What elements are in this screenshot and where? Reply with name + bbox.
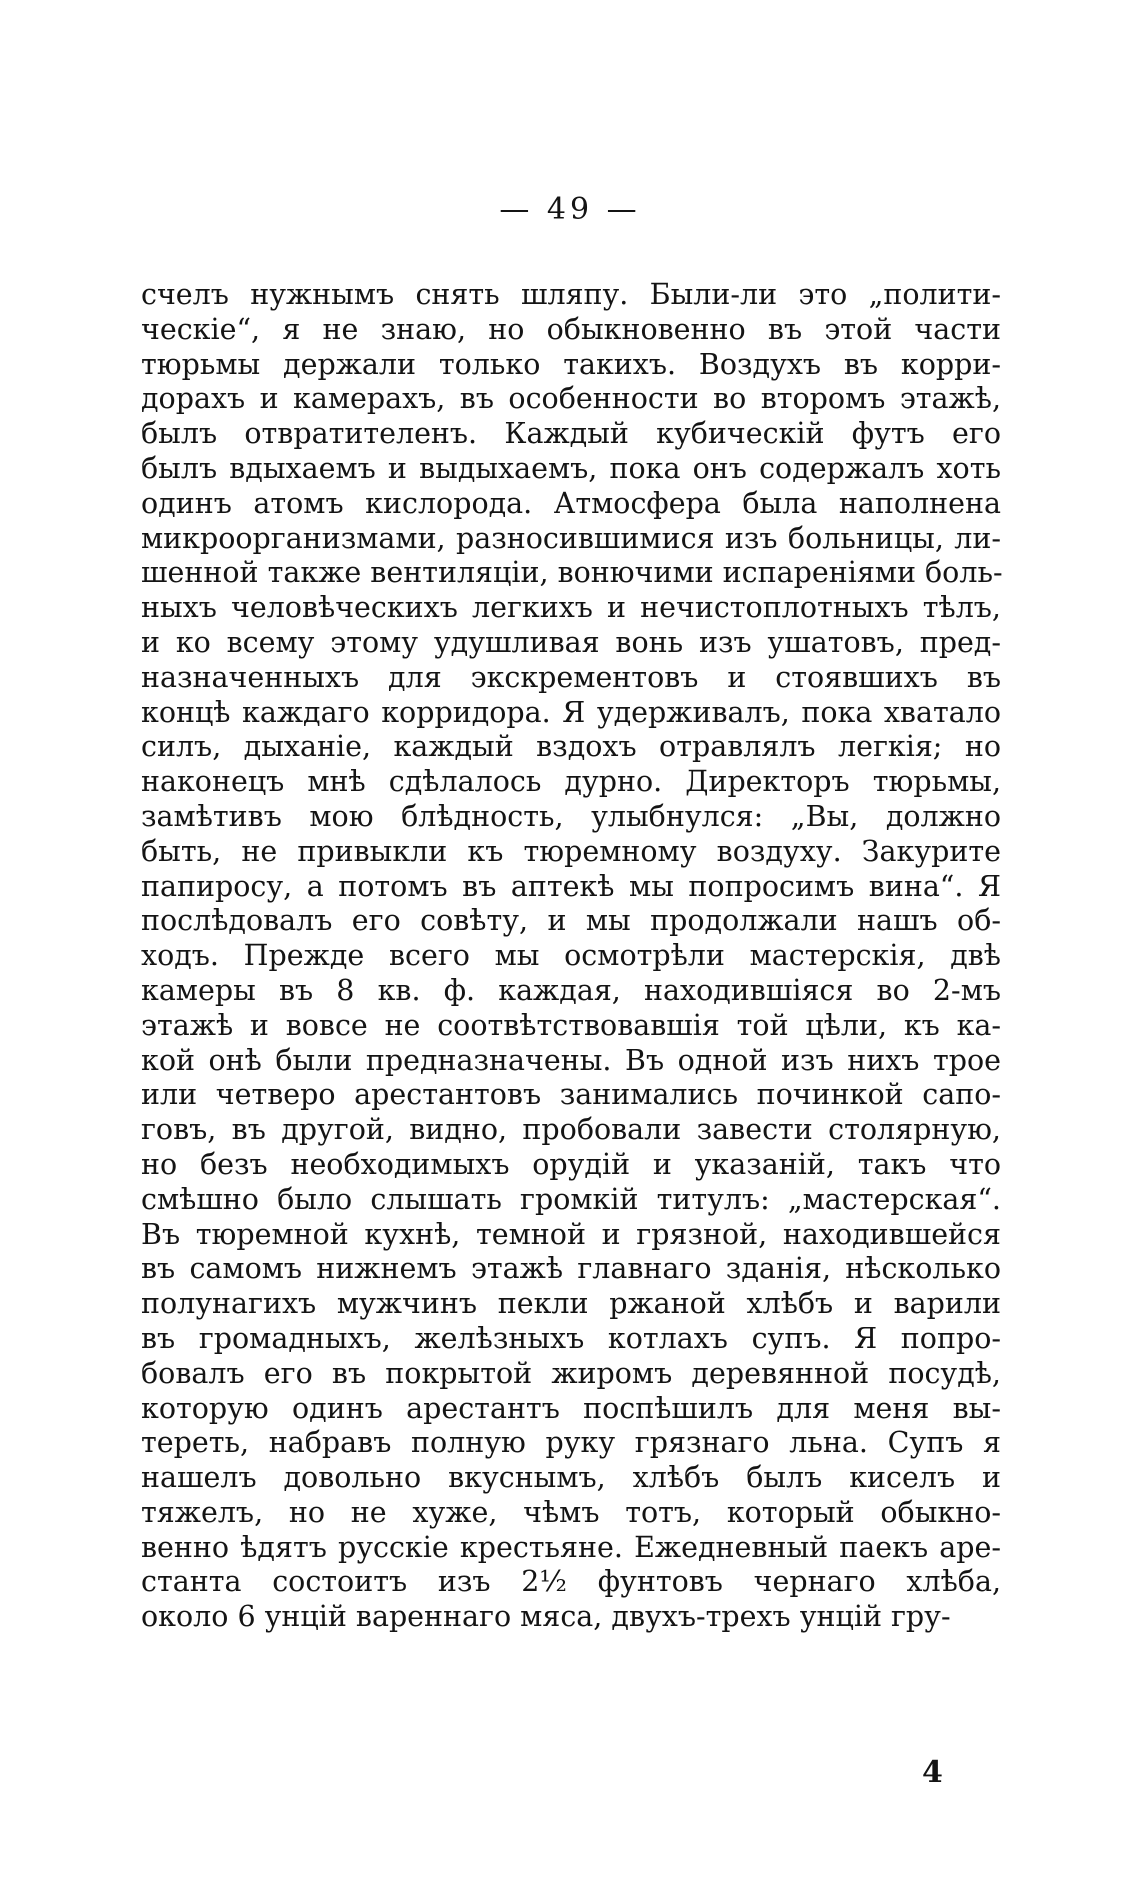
- text-line: микроорганизмами, разносившимися изъ больницы, ли-: [141, 521, 1001, 555]
- text-line: счелъ нужнымъ снять шляпу. Были-ли это „полити-: [141, 278, 1001, 311]
- text-line: назначенныхъ для экскрементовъ и стоявшихъ въ: [141, 660, 1001, 694]
- text-line: говъ, въ другой, видно, пробовали завести столярную,: [141, 1113, 1001, 1147]
- text-line: ныхъ человѣческихъ легкихъ и нечистоплотныхъ тѣлъ,: [141, 591, 1001, 625]
- text-line: или четверо арестантовъ занимались починкой сапо-: [141, 1078, 1001, 1112]
- text-line: Въ тюремной кухнѣ, темной и грязной, находившейся: [141, 1217, 1001, 1251]
- text-line: кой онѣ были предназначены. Въ одной изъ нихъ трое: [141, 1043, 1001, 1077]
- text-line: станта состоитъ изъ 2½ фунтовъ чернаго хлѣба,: [141, 1565, 1001, 1599]
- text-line: смѣшно было слышать громкій титулъ: „мастерская“.: [141, 1182, 1001, 1216]
- text-line: одинъ атомъ кислорода. Атмосфера была наполнена: [141, 486, 1001, 520]
- text-line: нашелъ довольно вкуснымъ, хлѣбъ былъ киселъ и: [141, 1461, 1001, 1495]
- text-line: тереть, набравъ полную руку грязнаго льна. Супъ я: [141, 1426, 1001, 1460]
- text-line: которую одинъ арестантъ поспѣшилъ для меня вы-: [141, 1391, 1001, 1425]
- text-line: тюрьмы держали только такихъ. Воздухъ въ корри-: [141, 347, 1001, 381]
- text-line: тяжелъ, но не хуже, чѣмъ тотъ, который обыкно-: [141, 1495, 1001, 1529]
- text-line: дорахъ и камерахъ, въ особенности во второмъ этажѣ,: [141, 382, 1001, 416]
- text-line: послѣдовалъ его совѣту, и мы продолжали нашъ об-: [141, 904, 1001, 938]
- page-number: — 49 —: [499, 192, 641, 227]
- text-line: папиросу, а потомъ въ аптекѣ мы попросимъ вина“. Я: [141, 869, 1001, 903]
- text-line: въ громадныхъ, желѣзныхъ котлахъ супъ. Я попро-: [141, 1321, 1001, 1355]
- text-line: замѣтивъ мою блѣдность, улыбнулся: „Вы, должно: [141, 799, 1001, 833]
- text-line: венно ѣдятъ русскіе крестьяне. Ежедневный паекъ аре-: [141, 1530, 1001, 1564]
- body-text: [141, 278, 1001, 1635]
- text-line: но безъ необходимыхъ орудій и указаній, такъ что: [141, 1147, 1001, 1181]
- text-line: этажѣ и вовсе не соотвѣтствовавшія той цѣли, къ ка-: [141, 1008, 1001, 1042]
- text-line: шенной также вентиляціи, вонючими испареніями боль-: [141, 556, 1003, 590]
- text-line: быть, не привыкли къ тюремному воздуху. Закурите: [141, 834, 1001, 868]
- text-line: въ самомъ нижнемъ этажѣ главнаго зданія, нѣсколько: [141, 1252, 1001, 1286]
- signature-mark: 4: [922, 1755, 943, 1790]
- text-line: бовалъ его въ покрытой жиромъ деревянной посудѣ,: [141, 1356, 1001, 1390]
- text-line: ческіе“, я не знаю, но обыкновенно въ этой части: [141, 312, 1001, 346]
- text-line: былъ вдыхаемъ и выдыхаемъ, пока онъ содержалъ хоть: [141, 451, 1001, 485]
- text-line: силъ, дыханіе, каждый вздохъ отравлялъ легкія; но: [141, 730, 1001, 764]
- text-line: концѣ каждаго корридора. Я удерживалъ, пока хватало: [141, 695, 1001, 729]
- text-line: около 6 унцій вареннаго мяса, двухъ-трехъ унцій гру-: [141, 1600, 951, 1634]
- text-line: полунагихъ мужчинъ пекли ржаной хлѣбъ и варили: [141, 1287, 1001, 1321]
- text-line: и ко всему этому удушливая вонь изъ ушатовъ, пред-: [141, 625, 1001, 659]
- text-line: камеры въ 8 кв. ф. каждая, находившіяся во 2-мъ: [141, 973, 1001, 1007]
- text-line: былъ отвратителенъ. Каждый кубическій футъ его: [141, 417, 1001, 451]
- text-line: наконецъ мнѣ сдѣлалось дурно. Директоръ тюрьмы,: [141, 765, 1001, 799]
- text-line: ходъ. Прежде всего мы осмотрѣли мастерскія, двѣ: [141, 939, 1001, 973]
